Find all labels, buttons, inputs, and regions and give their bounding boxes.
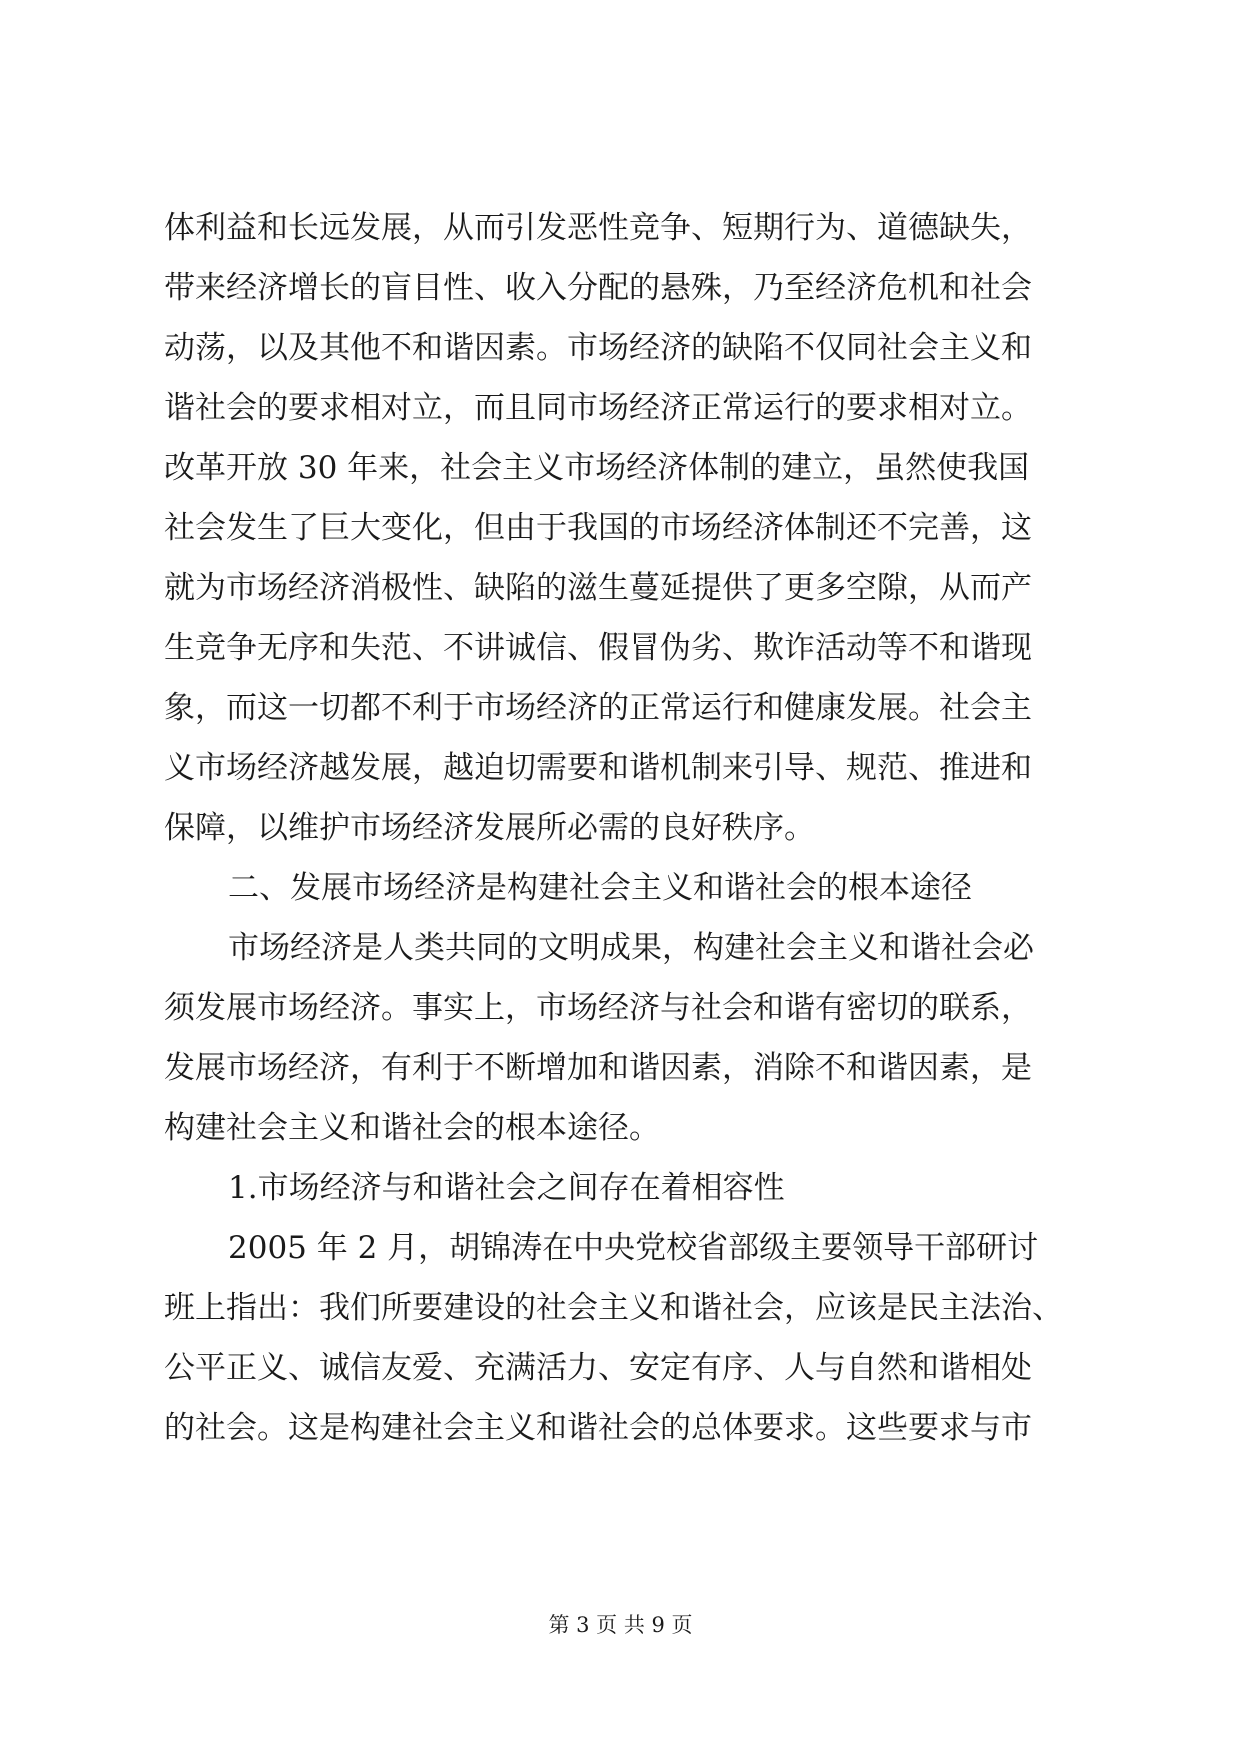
text-line: 2005 年 2 月，胡锦涛在中央党校省部级主要领导干部研讨 (228, 1230, 1039, 1266)
section-heading: 二、发展市场经济是构建社会主义和谐社会的根本途径 (228, 870, 972, 906)
text-line: 体利益和长远发展，从而引发恶性竞争、短期行为、道德缺失， (164, 210, 1032, 246)
text-line: 班上指出：我们所要建设的社会主义和谐社会，应该是民主法治、 (164, 1290, 1063, 1326)
text-line: 公平正义、诚信友爱、充满活力、安定有序、人与自然和谐相处 (164, 1350, 1032, 1386)
text-line: 谐社会的要求相对立，而且同市场经济正常运行的要求相对立。 (164, 390, 1032, 426)
text-line: 市场经济是人类共同的文明成果，构建社会主义和谐社会必 (228, 930, 1034, 966)
text-line: 就为市场经济消极性、缺陷的滋生蔓延提供了更多空隙，从而产 (164, 570, 1032, 606)
text-line: 的社会。这是构建社会主义和谐社会的总体要求。这些要求与市 (164, 1410, 1032, 1446)
page-number: 第 3 页 共 9 页 (548, 1613, 693, 1637)
text-line: 动荡，以及其他不和谐因素。市场经济的缺陷不仅同社会主义和 (164, 330, 1032, 366)
text-line: 改革开放 30 年来，社会主义市场经济体制的建立，虽然使我国 (164, 450, 1030, 486)
subsection-heading: 1.市场经济与和谐社会之间存在着相容性 (228, 1170, 785, 1206)
page-footer (0, 1611, 1241, 1639)
text-line: 发展市场经济，有利于不断增加和谐因素，消除不和谐因素，是 (164, 1050, 1032, 1086)
text-line: 生竞争无序和失范、不讲诚信、假冒伪劣、欺诈活动等不和谐现 (164, 630, 1032, 666)
text-line: 义市场经济越发展，越迫切需要和谐机制来引导、规范、推进和 (164, 750, 1032, 786)
text-line: 象，而这一切都不利于市场经济的正常运行和健康发展。社会主 (164, 690, 1032, 726)
text-line: 带来经济增长的盲目性、收入分配的悬殊，乃至经济危机和社会 (164, 270, 1032, 306)
text-line: 须发展市场经济。事实上，市场经济与社会和谐有密切的联系， (164, 990, 1032, 1026)
text-line: 构建社会主义和谐社会的根本途径。 (164, 1110, 660, 1146)
text-line: 社会发生了巨大变化，但由于我国的市场经济体制还不完善，这 (164, 510, 1032, 546)
text-line: 保障，以维护市场经济发展所必需的良好秩序。 (164, 810, 815, 846)
